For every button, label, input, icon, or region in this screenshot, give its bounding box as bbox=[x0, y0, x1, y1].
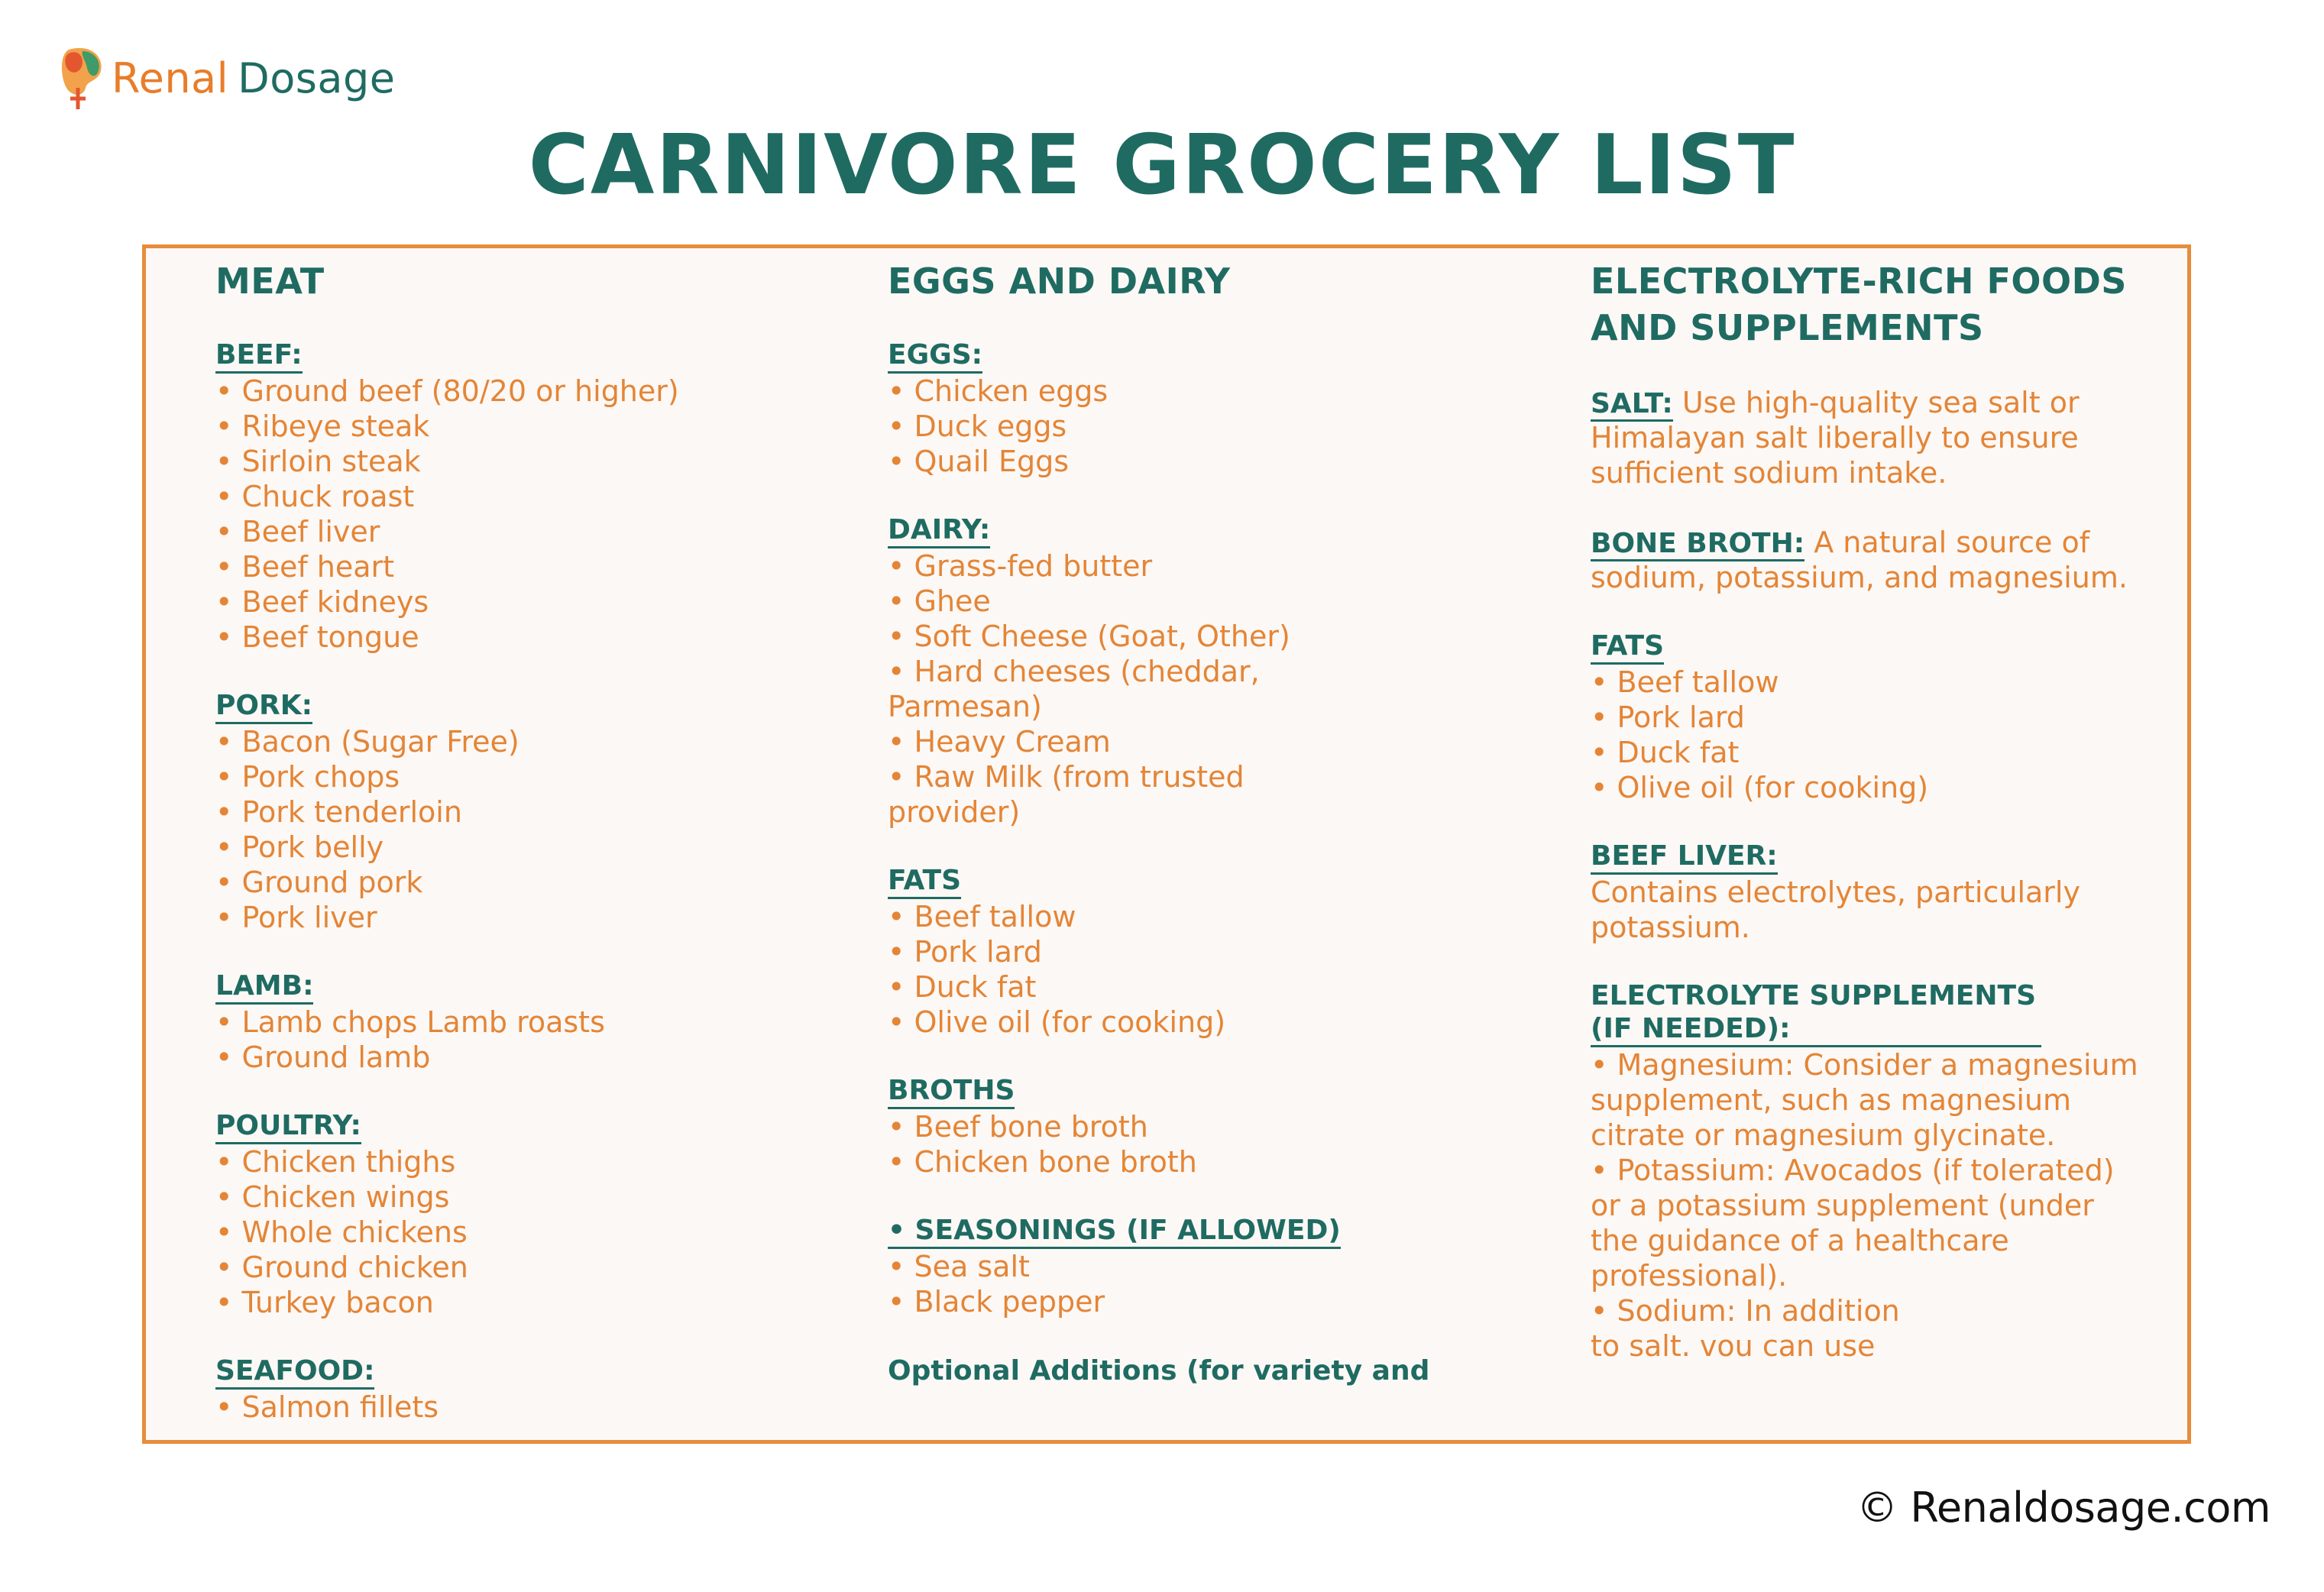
section-supplements bbox=[1591, 979, 2141, 1364]
section-broths bbox=[888, 1074, 1545, 1179]
list-item: • Beef bone broth bbox=[888, 1110, 1148, 1144]
copyright-footer: © Renaldosage.com bbox=[1856, 1484, 2271, 1532]
list-item: • Ground pork bbox=[215, 866, 423, 899]
section-text: Use high-quality sea salt or Himalayan salt liberally to ensure sufficient sodium intake. bbox=[1591, 386, 2080, 490]
column-heading-meat: MEAT bbox=[215, 260, 325, 302]
list-item: • Ground lamb bbox=[215, 1040, 431, 1074]
page-title: CARNIVORE GROCERY LIST bbox=[528, 118, 1796, 213]
electrolytes-column bbox=[1591, 252, 2141, 1398]
list-item: • Pork tenderloin bbox=[215, 795, 462, 829]
list-item: • Sodium: In addition to salt. vou can use bbox=[1591, 1294, 1900, 1363]
list-item: • Chuck roast bbox=[215, 480, 415, 513]
list-item: • Chicken eggs bbox=[888, 374, 1109, 408]
section-fats bbox=[1591, 629, 2141, 805]
list-item: • Chicken bone broth bbox=[888, 1145, 1197, 1179]
optional-additions-heading: Optional Additions (for variety and bbox=[888, 1355, 1430, 1387]
list-item: • Potassium: Avocados (if tolerated) or a potassium supplement (under the guidance of a healthcare professional). bbox=[1591, 1154, 2115, 1293]
list-item: • Sea salt bbox=[888, 1250, 1030, 1283]
list-item: • Ribeye steak bbox=[215, 409, 430, 443]
section-label: EGGS: bbox=[888, 338, 982, 374]
list-item: • Duck fat bbox=[888, 970, 1037, 1004]
brand-name bbox=[112, 54, 396, 102]
section-salt bbox=[1591, 385, 2141, 490]
section-label: SALT: bbox=[1591, 388, 1673, 422]
list-item: • Black pepper bbox=[888, 1285, 1105, 1319]
section-dairy bbox=[888, 513, 1545, 830]
column-heading-eggs-dairy: EGGS AND DAIRY bbox=[888, 260, 1231, 302]
list-item: • Pork liver bbox=[215, 901, 377, 934]
section-label: BEEF: bbox=[215, 338, 303, 374]
section-pork bbox=[215, 689, 842, 935]
section-eggs bbox=[888, 338, 1545, 479]
eggs-dairy-column bbox=[888, 252, 1545, 1389]
list-item: • Ground chicken bbox=[215, 1251, 468, 1284]
list-item: • Duck fat bbox=[1591, 736, 1740, 769]
brand-logo bbox=[60, 44, 395, 113]
list-item: • Raw Milk (from trusted provider) bbox=[888, 760, 1245, 829]
column-heading-electrolytes: ELECTROLYTE-RICH FOODS AND SUPPLEMENTS bbox=[1591, 260, 2127, 348]
list-item: • Beef heart bbox=[215, 550, 395, 584]
list-item: • Chicken thighs bbox=[215, 1145, 456, 1179]
list-item: • Whole chickens bbox=[215, 1215, 468, 1249]
section-poultry bbox=[215, 1109, 842, 1320]
section-seafood bbox=[215, 1354, 842, 1425]
list-item: • Beef kidneys bbox=[215, 585, 429, 619]
section-label: FATS bbox=[1591, 629, 1664, 665]
list-item: • Beef tongue bbox=[215, 620, 419, 654]
section-beef bbox=[215, 338, 842, 655]
list-item: • Bacon (Sugar Free) bbox=[215, 725, 520, 759]
list-item: • Olive oil (for cooking) bbox=[888, 1005, 1226, 1039]
section-label: DAIRY: bbox=[888, 513, 990, 548]
list-item: • Beef liver bbox=[215, 515, 380, 548]
section-text: A natural source of sodium, potassium, and magnesium. bbox=[1591, 526, 2128, 594]
section-label: FATS bbox=[888, 864, 961, 899]
section-bone-broth bbox=[1591, 525, 2141, 595]
section-fats bbox=[888, 864, 1545, 1040]
brand-name-renal: Renal bbox=[112, 54, 229, 102]
list-item: • Pork belly bbox=[215, 830, 384, 864]
section-label: LAMB: bbox=[215, 969, 313, 1005]
section-seasonings bbox=[888, 1214, 1545, 1319]
section-label: BROTHS bbox=[888, 1074, 1015, 1109]
list-item: • Pork lard bbox=[888, 935, 1042, 969]
list-item: • Salmon fillets bbox=[215, 1390, 439, 1424]
list-item: • Chicken wings bbox=[215, 1180, 450, 1214]
section-label: ELECTROLYTE SUPPLEMENTS (IF NEEDED): bbox=[1591, 979, 2041, 1047]
section-label: PORK: bbox=[215, 689, 312, 724]
list-item: • Magnesium: Consider a magnesium supplement, such as magnesium citrate or magnesium glycinate. bbox=[1591, 1048, 2138, 1152]
list-item: • Duck eggs bbox=[888, 409, 1067, 443]
list-item: • Ground beef (80/20 or higher) bbox=[215, 374, 679, 408]
list-item: • Hard cheeses (cheddar, Parmesan) bbox=[888, 655, 1260, 723]
list-item: • Soft Cheese (Goat, Other) bbox=[888, 620, 1290, 653]
section-beef-liver bbox=[1591, 840, 2141, 945]
section-text: Contains electrolytes, particularly potassium. bbox=[1591, 875, 2080, 944]
list-item: • Quail Eggs bbox=[888, 445, 1070, 478]
list-item: • Lamb chops Lamb roasts bbox=[215, 1005, 605, 1039]
list-item: • Heavy Cream bbox=[888, 725, 1111, 759]
section-label: SEAFOOD: bbox=[215, 1354, 374, 1390]
list-item: • Turkey bacon bbox=[215, 1286, 434, 1319]
list-item: • Beef tallow bbox=[1591, 665, 1779, 699]
list-item: • Sirloin steak bbox=[215, 445, 421, 478]
brand-name-dosage: Dosage bbox=[238, 54, 396, 102]
section-label: BEEF LIVER: bbox=[1591, 840, 1778, 875]
list-item: • Beef tallow bbox=[888, 900, 1076, 934]
section-label: • SEASONINGS (IF ALLOWED) bbox=[888, 1214, 1341, 1249]
list-item: • Olive oil (for cooking) bbox=[1591, 771, 1929, 804]
list-item: • Pork lard bbox=[1591, 701, 1745, 734]
list-item: • Pork chops bbox=[215, 760, 400, 794]
section-lamb bbox=[215, 969, 842, 1075]
section-label: BONE BROTH: bbox=[1591, 528, 1804, 561]
kidney-logo-icon bbox=[60, 45, 108, 112]
list-item: • Grass-fed butter bbox=[888, 549, 1153, 583]
meat-column bbox=[215, 252, 842, 1459]
section-label: POULTRY: bbox=[215, 1109, 361, 1144]
list-item: • Ghee bbox=[888, 584, 991, 618]
